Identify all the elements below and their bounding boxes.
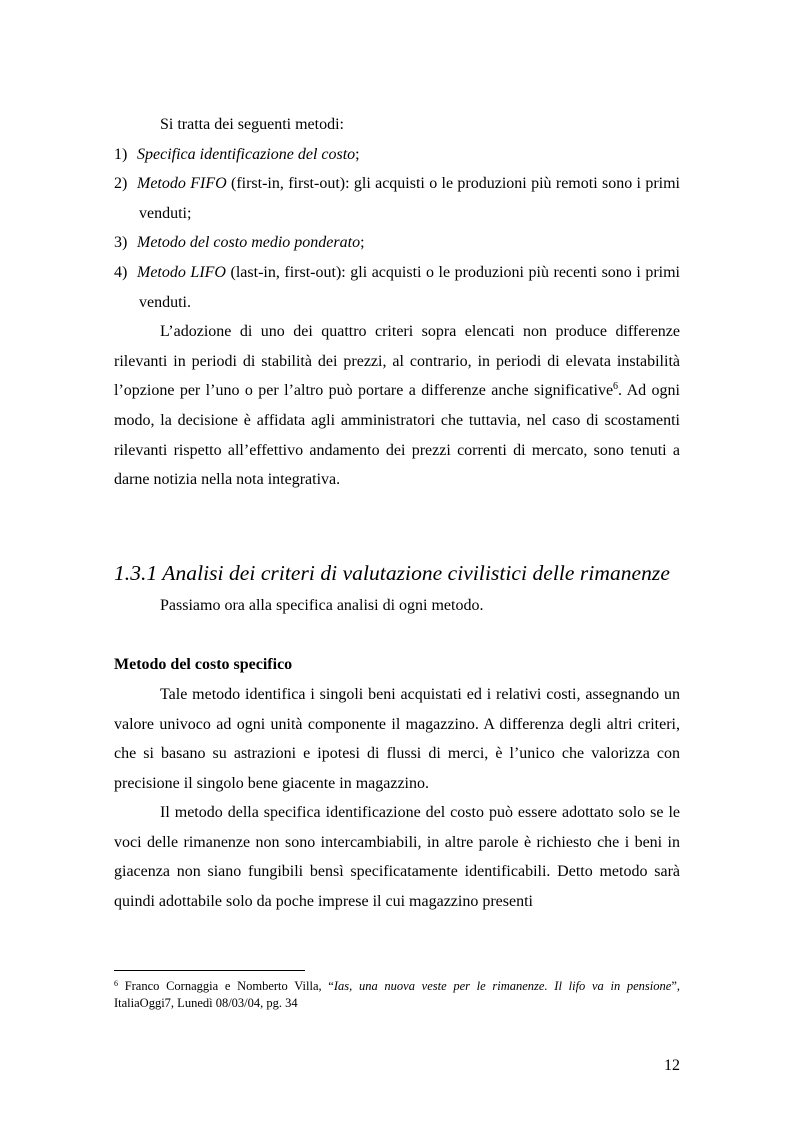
list-item: 4) Metodo LIFO (last-in, first-out): gli acquisti o le produzioni più recenti sono i primi venduti. bbox=[114, 263, 681, 311]
section-heading: 1.3.1 Analisi dei criteri di valutazione civilistici delle rimanenze bbox=[114, 560, 670, 585]
paragraph-criteria: L’adozione di uno dei quattro criteri sopra elencati non produce differenze rilevanti in periodi di stabilità dei prezzi, al contrario, in periodi di elevata instabilità l’opzione per l’uno o per l’altro può portare a differenze anche significative$^6$. Ad ogni modo, la decisione è affidata agli amministratori che tuttavia, nel caso di scostamenti rilevanti rispetto all’effettivo andamento dei prezzi correnti di mercato, sono tenuti a darne notizia nella nota integrativa. bbox=[114, 323, 680, 489]
footnote-divider bbox=[114, 970, 305, 971]
list-item: 2) Metodo FIFO (first-in, first-out): gli acquisti o le produzioni più remoti sono i primi venduti; bbox=[114, 175, 681, 222]
methods-list bbox=[114, 140, 680, 318]
footnote: $^6$ Franco Cornaggia e Nomberto Villa, “Ias, una nuova veste per le rimanenze. Il lifo va in pensione”, ItaliaOggi7, Lunedì 08/03/04, pg. 34 bbox=[114, 979, 681, 1010]
list-item: 3) Metodo del costo medio ponderato; bbox=[114, 234, 365, 252]
paragraph-identification: Il metodo della specifica identificazione del costo può essere adottato solo se le voci delle rimanenze non sono intercambiabili, in altre parole è richiesto che i beni in giacenza non siano fungibili bensì specificatamente identificabili. Detto metodo sarà quindi adottabile solo da poche imprese il cui magazzino presenti bbox=[114, 804, 680, 911]
paragraph-specific-cost: Tale metodo identifica i singoli beni acquistati ed i relativi costi, assegnando un valore univoco ad ogni unità componente il magazzino. A differenza degli altri criteri, che si basano su astrazioni e ipotesi di flussi di merci, è l’unico che valorizza con precisione il singolo bene giacente in magazzino. bbox=[114, 685, 680, 792]
subheading: Metodo del costo specifico bbox=[114, 656, 293, 674]
body-text bbox=[114, 110, 680, 917]
intro-paragraph: Si tratta dei seguenti metodi: bbox=[160, 116, 344, 133]
page-number: 12 bbox=[664, 1057, 680, 1074]
footnote-reference[interactable]: 6 bbox=[613, 381, 619, 393]
list-item: 1) Specifica identificazione del costo; bbox=[114, 145, 360, 163]
section-intro: Passiamo ora alla specifica analisi di ogni metodo. bbox=[160, 596, 484, 614]
